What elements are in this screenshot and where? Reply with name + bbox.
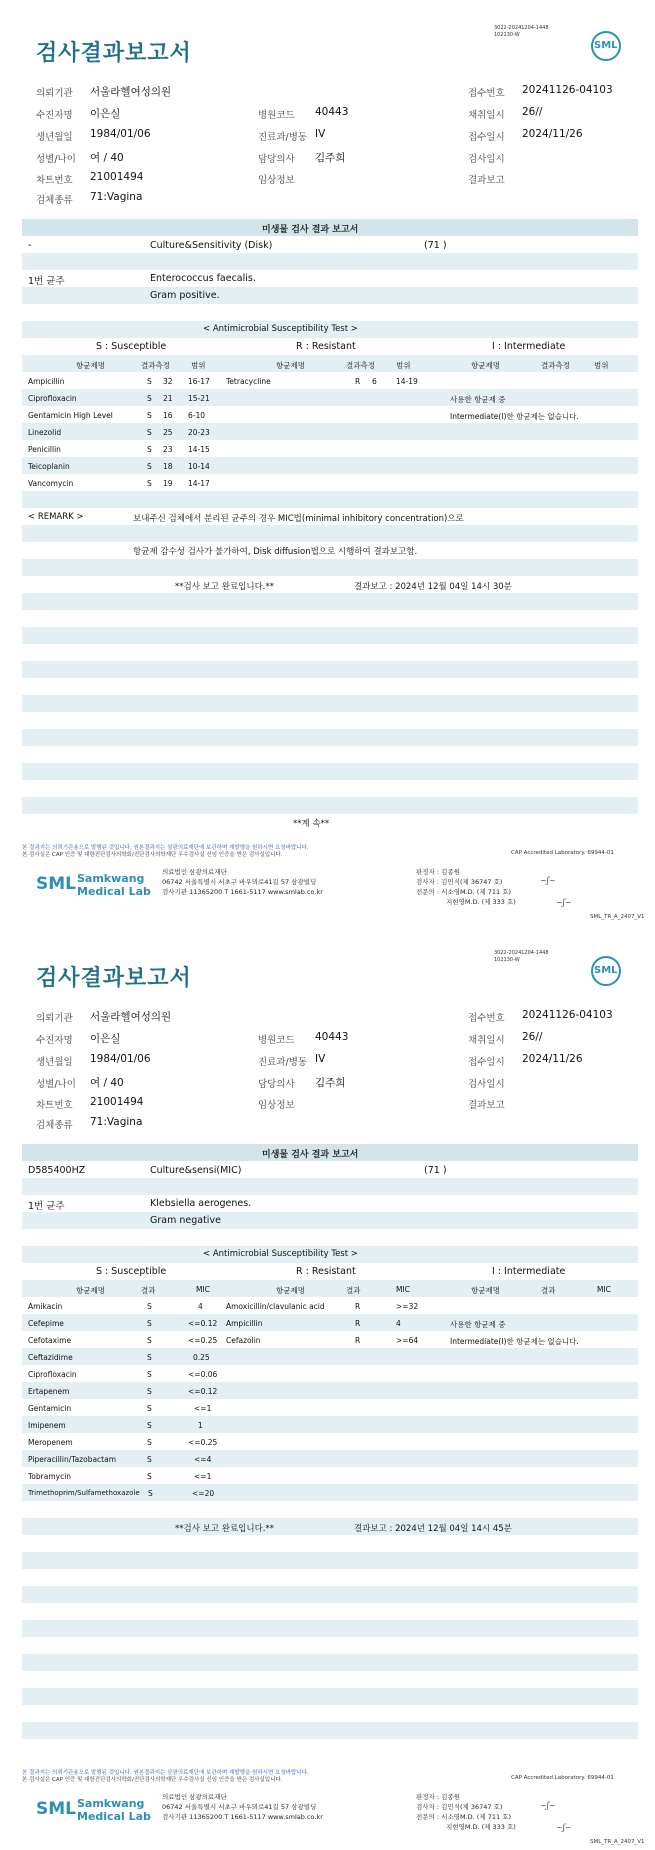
document-id: 3022-20241204-1448 — [494, 950, 549, 956]
section-title: 미생물 검사 결과 보고서 — [262, 1150, 359, 1160]
stripe — [22, 1654, 638, 1671]
drug-result: S — [147, 1302, 152, 1311]
test-code: D585400HZ — [28, 1165, 86, 1176]
receipt-no-label: 접수번호 — [468, 1013, 505, 1024]
remark-label: < REMARK > — [28, 512, 84, 522]
staff-line-1: 판정자 : 김종원 — [416, 1793, 460, 1801]
birth-value: 1984/01/06 — [90, 1053, 151, 1065]
drug-name: Ciprofloxacin — [28, 1370, 77, 1379]
section-title: 미생물 검사 결과 보고서 — [262, 225, 359, 235]
institution-label: 의뢰기관 — [36, 1013, 73, 1024]
test-code: - — [28, 240, 32, 251]
chart-value: 21001494 — [90, 1096, 144, 1108]
drug-mic: <=0.06 — [188, 1370, 218, 1379]
receipt-date-value: 2024/11/26 — [522, 128, 583, 140]
receipt-date-value: 2024/11/26 — [522, 1053, 583, 1065]
document-sub-id: 102130-W — [494, 32, 520, 38]
stripe — [22, 457, 638, 474]
drug-result: S — [147, 1336, 152, 1345]
logo-text: SML — [594, 40, 618, 51]
drug-mic: <=20 — [192, 1489, 215, 1498]
legend-intermediate: I : Intermediate — [492, 341, 566, 352]
gram-stain: Gram positive. — [150, 290, 220, 301]
company-name-kr: 의료법인 삼광의료재단 — [162, 868, 227, 876]
stripe — [22, 797, 638, 814]
drug-result: R — [355, 377, 361, 386]
drug-name: Imipenem — [28, 1421, 66, 1430]
gram-stain: Gram negative — [150, 1215, 221, 1226]
document-sub-id: 102130-W — [494, 957, 520, 963]
organism-name: Klebsiella aerogenes. — [150, 1198, 252, 1209]
footer-note-1: 본 결과지는 의뢰기관용으로 발행된 것입니다. 원본결과지는 삼광의료재단에 보관하며 재발행을 원하시면 요청바랍니다. — [22, 1770, 309, 1776]
col-header-drug: 항균제명 — [76, 361, 105, 370]
signature-icon: ~ʃ~ — [556, 1823, 572, 1832]
stripe — [22, 559, 638, 576]
stripe — [22, 253, 638, 270]
drug-range: 20-23 — [188, 428, 210, 437]
patient-label: 수진자명 — [36, 110, 73, 121]
col-header-result: 결과 — [541, 1286, 556, 1295]
drug-result: R — [355, 1336, 361, 1345]
logo-text: SML — [594, 965, 618, 976]
drug-result: S — [147, 462, 152, 471]
drug-mic: >=64 — [396, 1336, 419, 1345]
company-contact: 검사기관 11365200 T 1661-5117 www.smlab.co.kr — [162, 888, 323, 896]
drug-name: Ceftazidime — [28, 1353, 73, 1362]
collect-date-value: 26// — [522, 1031, 543, 1043]
drug-value: 19 — [163, 479, 173, 488]
intermediate-note-1: 사용한 항균제 중 — [450, 1320, 506, 1329]
birth-label: 생년월일 — [36, 1057, 73, 1068]
stripe — [22, 1586, 638, 1603]
drug-result: R — [355, 1319, 361, 1328]
sex-age-label: 성별/나이 — [36, 1079, 76, 1090]
drug-value: 23 — [163, 445, 173, 454]
dept-label: 진료과/병동 — [258, 1057, 308, 1068]
stripe — [22, 1620, 638, 1637]
drug-mic: 4 — [396, 1319, 401, 1328]
clinical-label: 임상정보 — [258, 1100, 295, 1111]
drug-value: 6 — [372, 377, 377, 386]
institution-value: 서울라헬여성의원 — [90, 86, 172, 98]
receipt-no-value: 20241126-04103 — [522, 84, 613, 96]
stripe — [22, 661, 638, 678]
drug-name: Cefotaxime — [28, 1336, 72, 1345]
company-name-en-2: Medical Lab — [77, 885, 151, 898]
col-header-result: 결과 — [141, 1286, 156, 1295]
company-name-en-1: Samkwang — [77, 1797, 145, 1810]
birth-value: 1984/01/06 — [90, 128, 151, 140]
stripe — [22, 423, 638, 440]
cap-accreditation: CAP Accredited Laboratory. 69944-01 — [511, 850, 614, 856]
collect-date-label: 채취일시 — [468, 1035, 505, 1046]
drug-result: R — [355, 1302, 361, 1311]
company-name-en-1: Samkwang — [77, 872, 145, 885]
drug-value: 16 — [163, 411, 173, 420]
drug-result: S — [147, 1421, 152, 1430]
receipt-date-label: 접수일시 — [468, 1057, 505, 1068]
hospital-code-value: 40443 — [315, 1031, 349, 1043]
drug-result: S — [147, 445, 152, 454]
col-header-result: 결과측정 — [346, 361, 375, 370]
stripe — [22, 1314, 638, 1331]
col-header-range: 범위 — [191, 361, 206, 370]
page-title: 검사결과보고서 — [36, 966, 192, 991]
drug-result: S — [147, 394, 152, 403]
patient-value: 이은실 — [90, 108, 121, 120]
signature-icon: ~ʃ~ — [540, 876, 556, 885]
specimen-label: 검체종류 — [36, 1120, 73, 1131]
drug-mic: <=0.25 — [188, 1438, 218, 1447]
drug-mic: 0.25 — [193, 1353, 210, 1362]
intermediate-note-1: 사용한 항균제 중 — [450, 395, 506, 404]
sml-logo-icon: SML — [36, 874, 76, 894]
col-header-mic: MIC — [597, 1285, 611, 1294]
drug-mic: <=4 — [194, 1455, 212, 1464]
drug-name: Gentamicin High Level — [28, 411, 113, 420]
collect-date-value: 26// — [522, 106, 543, 118]
stripe — [22, 1416, 638, 1433]
doctor-label: 담당의사 — [258, 154, 295, 165]
clinical-label: 임상정보 — [258, 175, 295, 186]
drug-result: S — [147, 1438, 152, 1447]
col-header-result: 결과 — [346, 1286, 361, 1295]
legend-resistant: R : Resistant — [296, 341, 356, 352]
drug-name: Gentamicin — [28, 1404, 72, 1413]
drug-result: S — [147, 479, 152, 488]
hospital-code-label: 병원코드 — [258, 110, 295, 121]
report-complete: **검사 보고 완료입니다.** — [175, 1524, 275, 1534]
drug-range: 15-21 — [188, 394, 210, 403]
patient-value: 이은실 — [90, 1033, 121, 1045]
drug-mic: <=0.25 — [188, 1336, 218, 1345]
doctor-value: 김주희 — [315, 1077, 346, 1089]
exam-date-label: 검사일시 — [468, 1079, 505, 1090]
form-code: SML_TR_A_2407_V1 — [590, 914, 645, 920]
institution-value: 서울라헬여성의원 — [90, 1011, 172, 1023]
drug-result: S — [147, 1387, 152, 1396]
exam-date-label: 검사일시 — [468, 154, 505, 165]
drug-mic: <=1 — [194, 1472, 212, 1481]
drug-mic: <=0.12 — [188, 1319, 218, 1328]
stripe — [22, 1552, 638, 1569]
drug-name: Tobramycin — [28, 1472, 72, 1481]
company-name-en-2: Medical Lab — [77, 1810, 151, 1823]
company-name-kr: 의료법인 삼광의료재단 — [162, 1793, 227, 1801]
col-header-drug: 항균제명 — [276, 1286, 305, 1295]
company-contact: 검사기관 11365200 T 1661-5117 www.smlab.co.kr — [162, 1813, 323, 1821]
report-time: 결과보고 : 2024년 12월 04일 14시 45분 — [354, 1524, 512, 1534]
hospital-code-value: 40443 — [315, 106, 349, 118]
receipt-no-value: 20241126-04103 — [522, 1009, 613, 1021]
drug-result: S — [147, 1319, 152, 1328]
signature-icon: ~ʃ~ — [540, 1801, 556, 1810]
patient-label: 수진자명 — [36, 1035, 73, 1046]
chart-label: 차트번호 — [36, 175, 73, 186]
drug-name: Ampicillin — [226, 1319, 263, 1328]
test-number: (71 ) — [424, 1165, 447, 1176]
stripe — [22, 389, 638, 406]
drug-value: 18 — [163, 462, 173, 471]
specimen-value: 71:Vagina — [90, 191, 143, 203]
sex-age-value: 여 / 40 — [90, 152, 124, 164]
drug-name: Trimethoprim/Sulfamethoxazole — [28, 1489, 140, 1497]
staff-line-2: 검사자 : 김민식(제 36747 호) — [416, 1803, 503, 1811]
staff-line-2: 검사자 : 김민식(제 36747 호) — [416, 878, 503, 886]
report-time: 결과보고 : 2024년 12월 04일 14시 30분 — [354, 582, 512, 592]
drug-name: Cefepime — [28, 1319, 64, 1328]
dept-value: IV — [315, 128, 326, 140]
drug-name: Teicoplanin — [28, 462, 70, 471]
drug-range: 14-15 — [188, 445, 210, 454]
drug-name: Tetracycline — [226, 377, 271, 386]
remark-line-1: 보내주신 검체에서 분리된 균주의 경우 MIC법(minimal inhibitory concentration)으로 — [133, 514, 464, 524]
signature-icon: ~ʃ~ — [556, 898, 572, 907]
drug-result: S — [147, 1404, 152, 1413]
stripe — [22, 593, 638, 610]
staff-line-1: 판정자 : 김종원 — [416, 868, 460, 876]
drug-result: S — [147, 1353, 152, 1362]
stripe — [22, 763, 638, 780]
col-header-result: 결과측정 — [541, 361, 570, 370]
receipt-date-label: 접수일시 — [468, 132, 505, 143]
stripe — [22, 729, 638, 746]
birth-label: 생년월일 — [36, 132, 73, 143]
sex-age-label: 성별/나이 — [36, 154, 76, 165]
drug-name: Penicillin — [28, 445, 61, 454]
footer-note-2: 본 검사실은 CAP 인증 및 대한진단검사의학회/진단검사의학재단 우수검사실 신임 인증을 받은 검사실입니다. — [22, 852, 283, 858]
col-header-result: 결과측정 — [141, 361, 170, 370]
col-header-mic: MIC — [196, 1285, 210, 1294]
drug-mic: <=1 — [194, 1404, 212, 1413]
dept-label: 진료과/병동 — [258, 132, 308, 143]
test-name: Culture&Sensitivity (Disk) — [150, 240, 273, 251]
report-page-2 — [0, 925, 655, 1850]
organism-name: Enterococcus faecalis. — [150, 273, 256, 284]
stripe — [22, 1178, 638, 1195]
drug-range: 10-14 — [188, 462, 210, 471]
drug-result: S — [147, 377, 152, 386]
drug-name: Amoxicillin/clavulanic acid — [226, 1302, 325, 1311]
staff-line-4: 지현영M.D. (제 333 호) — [446, 1823, 516, 1831]
drug-result: S — [148, 1489, 153, 1498]
legend-susceptible: S : Susceptible — [96, 1266, 167, 1277]
drug-result: S — [147, 1472, 152, 1481]
footer-note-2: 본 검사실은 CAP 인증 및 대한진단검사의학회/진단검사의학재단 우수검사실 신임 인증을 받은 검사실입니다. — [22, 1777, 283, 1783]
stripe — [22, 491, 638, 508]
report-label: 결과보고 — [468, 175, 505, 186]
drug-name: Vancomycin — [28, 479, 74, 488]
document-id: 3022-20241204-1448 — [494, 25, 549, 31]
drug-range: 14-17 — [188, 479, 210, 488]
receipt-no-label: 접수번호 — [468, 88, 505, 99]
form-code: SML_TR_A_2407_V1 — [590, 1839, 645, 1845]
drug-value: 25 — [163, 428, 173, 437]
institution-label: 의뢰기관 — [36, 88, 73, 99]
specimen-value: 71:Vagina — [90, 1116, 143, 1128]
collect-date-label: 채취일시 — [468, 110, 505, 121]
drug-name: Ciprofloxacin — [28, 394, 77, 403]
ast-title: < Antimicrobial Susceptibility Test > — [203, 1249, 358, 1259]
col-header-mic: MIC — [396, 1285, 410, 1294]
drug-name: Amikacin — [28, 1302, 63, 1311]
drug-name: Meropenem — [28, 1438, 73, 1447]
sml-logo-icon: SML — [36, 1799, 76, 1819]
doctor-label: 담당의사 — [258, 1079, 295, 1090]
drug-range: 16-17 — [188, 377, 210, 386]
drug-mic: 4 — [198, 1302, 203, 1311]
stripe — [22, 287, 638, 304]
ast-title: < Antimicrobial Susceptibility Test > — [203, 324, 358, 334]
drug-range: 14-19 — [396, 377, 418, 386]
stripe — [22, 695, 638, 712]
drug-name: Ampicillin — [28, 377, 65, 386]
test-name: Culture&sensi(MIC) — [150, 1165, 242, 1176]
dept-value: IV — [315, 1053, 326, 1065]
drug-mic: 1 — [198, 1421, 203, 1430]
drug-mic: <=0.12 — [188, 1387, 218, 1396]
doctor-value: 김주희 — [315, 152, 346, 164]
col-header-range: 범위 — [396, 361, 411, 370]
staff-line-4: 지현영M.D. (제 333 호) — [446, 898, 516, 906]
stripe — [22, 1382, 638, 1399]
col-header-drug: 항균제명 — [76, 1286, 105, 1295]
footer-note-1: 본 결과지는 의뢰기관용으로 발행된 것입니다. 원본결과지는 삼광의료재단에 보관하며 재발행을 원하시면 요청바랍니다. — [22, 845, 309, 851]
remark-line-2: 항균제 감수성 검사가 불가하여, Disk diffusion법으로 시행하여 결과보고함. — [133, 547, 418, 557]
drug-name: Linezolid — [28, 428, 62, 437]
stripe — [22, 1722, 638, 1739]
chart-label: 차트번호 — [36, 1100, 73, 1111]
specimen-label: 검체종류 — [36, 195, 73, 206]
sex-age-value: 여 / 40 — [90, 1077, 124, 1089]
organism-label: 1번 균주 — [28, 276, 65, 287]
col-header-drug: 항균제명 — [471, 1286, 500, 1295]
company-address: 06742 서울특별시 서초구 바우뫼로41길 57 삼광빌딩 — [162, 878, 317, 886]
legend-intermediate: I : Intermediate — [492, 1266, 566, 1277]
intermediate-note-2: Intermediate(I)한 항균제는 없습니다. — [450, 1337, 579, 1346]
drug-name: Cefazolin — [226, 1336, 261, 1345]
page-title: 검사결과보고서 — [36, 41, 192, 66]
company-address: 06742 서울특별시 서초구 바우뫼로41길 57 삼광빌딩 — [162, 1803, 317, 1811]
drug-result: S — [147, 411, 152, 420]
staff-line-3: 전문의 : 서소영M.D. (제 711 호) — [416, 1813, 511, 1821]
organism-label: 1번 균주 — [28, 1201, 65, 1212]
col-header-range: 범위 — [594, 361, 609, 370]
drug-result: S — [147, 1370, 152, 1379]
drug-value: 32 — [163, 377, 173, 386]
drug-mic: >=32 — [396, 1302, 419, 1311]
legend-susceptible: S : Susceptible — [96, 341, 167, 352]
stripe — [22, 1518, 638, 1535]
continue-mark: **계 속** — [293, 819, 330, 829]
drug-value: 21 — [163, 394, 173, 403]
cap-accreditation: CAP Accredited Laboratory. 69944-01 — [511, 1775, 614, 1781]
stripe — [22, 1212, 638, 1229]
stripe — [22, 1688, 638, 1705]
stripe — [22, 1348, 638, 1365]
staff-line-3: 전문의 : 서소영M.D. (제 711 호) — [416, 888, 511, 896]
drug-result: S — [147, 1455, 152, 1464]
hospital-code-label: 병원코드 — [258, 1035, 295, 1046]
report-label: 결과보고 — [468, 1100, 505, 1111]
stripe — [22, 627, 638, 644]
drug-name: Ertapenem — [28, 1387, 70, 1396]
col-header-drug: 항균제명 — [276, 361, 305, 370]
report-complete: **검사 보고 완료입니다.** — [175, 582, 275, 592]
legend-resistant: R : Resistant — [296, 1266, 356, 1277]
drug-result: S — [147, 428, 152, 437]
col-header-drug: 항균제명 — [471, 361, 500, 370]
drug-range: 6-10 — [188, 411, 206, 420]
intermediate-note-2: Intermediate(I)한 항균제는 없습니다. — [450, 412, 579, 421]
stripe — [22, 525, 638, 542]
drug-name: Piperacillin/Tazobactam — [28, 1455, 117, 1464]
chart-value: 21001494 — [90, 171, 144, 183]
test-number: (71 ) — [424, 240, 447, 251]
